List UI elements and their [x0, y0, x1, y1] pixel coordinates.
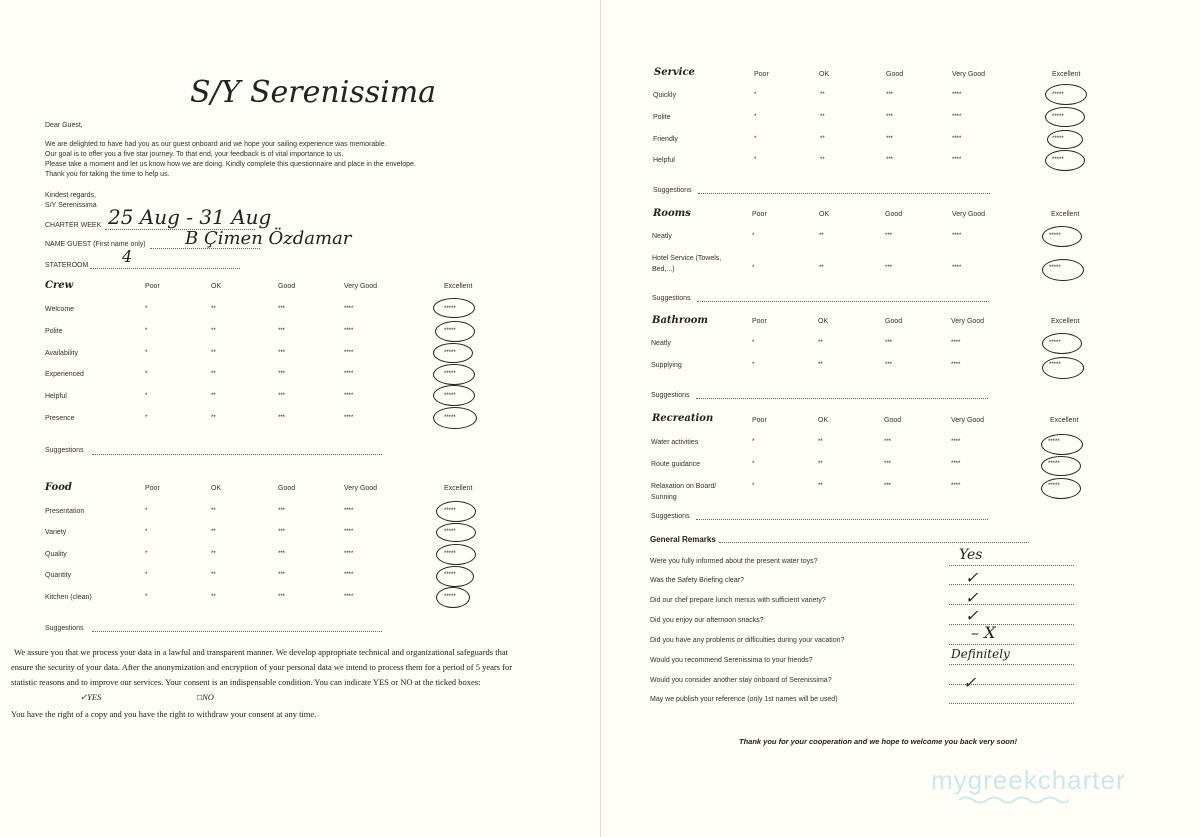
rating-stars[interactable]: **: [819, 233, 824, 239]
rating-stars[interactable]: ****: [952, 114, 962, 120]
rating-stars[interactable]: **: [820, 114, 825, 120]
question: Did our chef prepare lunch menus with sufficient variety?: [650, 597, 826, 604]
intro-line: Please take a moment and let us know how we are doing. Kindly complete this questionnaire and place in the envelope.: [45, 161, 416, 168]
rating-stars[interactable]: *: [752, 265, 755, 271]
rating-stars[interactable]: ***: [886, 114, 894, 120]
rating-stars[interactable]: **: [818, 362, 823, 368]
answer: ✓: [963, 673, 977, 692]
rating-circle: [436, 566, 474, 587]
rating-stars[interactable]: ****: [344, 306, 354, 312]
rating-stars[interactable]: ***: [278, 328, 286, 334]
rating-circle: [1045, 107, 1085, 127]
consent-yes: YES: [87, 692, 102, 702]
bathroom-item: Neatly: [651, 340, 671, 347]
rating-stars[interactable]: **: [211, 594, 216, 600]
rating-stars[interactable]: ****: [344, 594, 354, 600]
food-item: Presentation: [45, 508, 85, 515]
rating-stars[interactable]: ****: [952, 233, 962, 239]
checkbox-icon: □: [197, 692, 203, 702]
col-good: Good: [278, 485, 296, 492]
rating-circle: [1041, 478, 1081, 499]
crew-item: Presence: [45, 415, 75, 422]
answer-line[interactable]: [949, 703, 1074, 704]
rating-circle: [1045, 150, 1085, 171]
rating-stars[interactable]: **: [211, 371, 216, 377]
rating-stars[interactable]: *: [752, 233, 755, 239]
col-ok: OK: [211, 283, 222, 290]
rating-stars[interactable]: *: [754, 157, 757, 163]
consent-line: statistic reasons and to improve our services. Your consent is an indispensable condition. You can indicate YES or NO at the ticked boxes:: [11, 677, 481, 687]
col-good: Good: [886, 71, 904, 78]
answer: ✓: [965, 606, 979, 625]
rating-stars[interactable]: ***: [278, 508, 286, 514]
rating-stars[interactable]: ****: [344, 350, 354, 356]
charter-week-value[interactable]: 25 Aug - 31 Aug: [108, 205, 272, 229]
rating-stars[interactable]: *: [754, 136, 757, 142]
question: Did you have any problems or difficulties during your vacation?: [650, 637, 845, 644]
rooms-item: Hotel Service (Towels, Bed,...): [652, 255, 722, 273]
rating-stars[interactable]: *: [145, 393, 148, 399]
rating-stars[interactable]: *****: [444, 529, 456, 535]
rating-stars[interactable]: *****: [1049, 362, 1061, 368]
col-very-good: Very Good: [344, 485, 378, 492]
page-title: S/Y Serenissima: [190, 75, 437, 110]
rating-stars[interactable]: ***: [278, 594, 286, 600]
rating-stars[interactable]: ****: [952, 136, 962, 142]
rating-stars[interactable]: *: [145, 306, 148, 312]
rating-stars[interactable]: ****: [952, 92, 962, 98]
rating-circle: [436, 501, 476, 522]
rating-stars[interactable]: ****: [951, 439, 961, 445]
consent-no-box[interactable]: [197, 692, 214, 702]
greeting: Dear Guest,: [45, 122, 83, 129]
rating-stars[interactable]: ***: [886, 92, 894, 98]
col-ok: OK: [818, 417, 829, 424]
rating-stars[interactable]: **: [211, 529, 216, 535]
answer: – X: [971, 623, 996, 642]
bathroom-suggestions-label: Suggestions: [651, 392, 690, 399]
rating-stars[interactable]: **: [211, 415, 216, 421]
consent-no: NO: [202, 692, 214, 702]
rating-stars[interactable]: *****: [444, 594, 456, 600]
answer: ✓: [965, 568, 979, 587]
service-item: Friendly: [653, 136, 678, 143]
rating-stars[interactable]: **: [211, 306, 216, 312]
general-remarks-line: [719, 542, 1029, 543]
charter-week-label: CHARTER WEEK: [45, 222, 102, 229]
rating-stars[interactable]: **: [818, 439, 823, 445]
service-suggestions-label: Suggestions: [653, 187, 692, 194]
watermark: mygreekcharter: [931, 765, 1126, 795]
rating-stars[interactable]: **: [211, 572, 216, 578]
consent-yes-box[interactable]: [80, 692, 101, 703]
rating-stars[interactable]: ***: [886, 157, 894, 163]
col-excellent: Excellent: [1051, 318, 1080, 325]
rating-stars[interactable]: *****: [1048, 439, 1060, 445]
rating-stars[interactable]: *: [145, 350, 148, 356]
rating-circle: [1042, 333, 1082, 354]
recreation-item: Relaxation on Board/ Sunning: [651, 483, 717, 501]
rating-circle: [1041, 456, 1081, 476]
intro-line: Our goal is to offer you a five star journey. To that end, your feedback is of vital importance to us.: [45, 151, 344, 158]
rating-stars[interactable]: **: [211, 328, 216, 334]
crew-item: Availability: [45, 350, 78, 357]
rating-stars[interactable]: *: [145, 371, 148, 377]
rating-circle: [433, 298, 475, 318]
question: Did you enjoy our afternoon snacks?: [650, 617, 764, 624]
rating-stars[interactable]: **: [211, 551, 216, 557]
col-poor: Poor: [752, 417, 767, 424]
col-ok: OK: [211, 485, 222, 492]
col-excellent: Excellent: [1050, 417, 1079, 424]
rating-stars[interactable]: **: [211, 393, 216, 399]
rating-stars[interactable]: *****: [1049, 233, 1061, 239]
rating-stars[interactable]: *****: [1049, 265, 1061, 271]
rating-stars[interactable]: ***: [278, 393, 286, 399]
rating-stars[interactable]: ****: [951, 362, 961, 368]
rating-stars[interactable]: ****: [951, 340, 961, 346]
name-value[interactable]: B Çimen Özdamar: [185, 228, 352, 249]
question: Would you recommend Serenissima to your friends?: [650, 657, 813, 664]
crew-suggestions-label: Suggestions: [45, 447, 84, 454]
col-very-good: Very Good: [952, 211, 986, 218]
rating-stars[interactable]: *****: [444, 551, 456, 557]
stateroom-label: STATEROOM: [45, 262, 89, 269]
rating-circle: [436, 523, 476, 542]
rating-stars[interactable]: *****: [1048, 461, 1060, 467]
rating-stars[interactable]: ****: [951, 461, 961, 467]
answer-line[interactable]: [949, 664, 1074, 665]
stateroom-line: [90, 268, 240, 269]
answer: Yes: [959, 547, 983, 563]
col-poor: Poor: [754, 71, 769, 78]
col-excellent: Excellent: [1051, 211, 1080, 218]
question: Would you consider another stay onboard of Serenissima?: [650, 677, 832, 684]
intro-line: We are delighted to have had you as our guest onboard and we hope your sailing experience was memorable.: [45, 141, 387, 148]
rating-stars[interactable]: ***: [885, 233, 893, 239]
rating-stars[interactable]: ***: [884, 439, 892, 445]
food-suggestions-label: Suggestions: [45, 625, 84, 632]
rating-stars[interactable]: *: [145, 508, 148, 514]
food-item: Quality: [45, 551, 67, 558]
rating-stars[interactable]: ***: [884, 483, 892, 489]
recreation-item: Route guidance: [651, 461, 701, 468]
rating-stars[interactable]: **: [820, 92, 825, 98]
intro-line: Thank you for taking the time to help us.: [45, 171, 170, 178]
rating-stars[interactable]: ***: [884, 461, 892, 467]
rating-circle: [433, 343, 473, 363]
rating-stars[interactable]: ****: [952, 157, 962, 163]
col-very-good: Very Good: [952, 71, 986, 78]
thanks-note: Thank you for your cooperation and we hope to welcome you back very soon!: [739, 737, 1017, 746]
rating-stars[interactable]: *****: [1049, 340, 1061, 346]
rating-stars[interactable]: **: [820, 157, 825, 163]
rating-stars[interactable]: ***: [278, 572, 286, 578]
rating-stars[interactable]: *****: [444, 393, 456, 399]
rating-circle: [436, 544, 476, 565]
rating-stars[interactable]: *: [145, 572, 148, 578]
service-item: Polite: [653, 114, 671, 121]
rating-stars[interactable]: **: [818, 340, 823, 346]
rating-stars[interactable]: **: [211, 350, 216, 356]
recreation-title: Recreation: [652, 413, 714, 424]
food-item: Kitchen (clean): [45, 594, 92, 601]
rating-stars[interactable]: *****: [1052, 92, 1064, 98]
consent-line: ensure the security of your data. After the anonymization and encryption of your personal data we intend to process them for a period of 5 years for: [11, 662, 513, 672]
rating-stars[interactable]: **: [818, 461, 823, 467]
rooms-item: Neatly: [652, 233, 672, 240]
rating-stars[interactable]: ***: [278, 551, 286, 557]
question: Were you fully informed about the present water toys?: [650, 558, 818, 565]
col-very-good: Very Good: [951, 318, 985, 325]
food-item: Quantity: [45, 572, 72, 579]
rating-stars[interactable]: *: [752, 362, 755, 368]
rating-circle: [433, 385, 475, 406]
rating-stars[interactable]: ****: [344, 328, 354, 334]
col-good: Good: [885, 318, 903, 325]
food-item: Variety: [45, 529, 67, 536]
stateroom-value[interactable]: 4: [122, 247, 133, 266]
rating-stars[interactable]: ****: [344, 415, 354, 421]
rating-circle: [433, 407, 477, 429]
col-poor: Poor: [145, 485, 160, 492]
rating-stars[interactable]: ***: [885, 362, 893, 368]
wave-icon: [959, 795, 1069, 805]
rating-stars[interactable]: *****: [444, 306, 456, 312]
name-label: NAME GUEST (First name only): [45, 241, 146, 248]
rating-stars[interactable]: ****: [952, 265, 962, 271]
crew-item: Welcome: [45, 306, 75, 313]
rating-stars[interactable]: ****: [344, 572, 354, 578]
recreation-suggestions-line[interactable]: [696, 519, 988, 520]
food-suggestions-line[interactable]: [92, 631, 382, 632]
rating-stars[interactable]: *****: [444, 328, 456, 334]
copy-right-line: You have the right of a copy and you have the right to withdraw your consent at any time.: [11, 709, 317, 719]
col-good: Good: [884, 417, 902, 424]
col-good: Good: [885, 211, 903, 218]
question: Was the Safety Briefing clear?: [650, 577, 744, 584]
rooms-suggestions-label: Suggestions: [652, 295, 691, 302]
col-very-good: Very Good: [951, 417, 985, 424]
rating-stars[interactable]: *****: [444, 415, 456, 421]
rating-stars[interactable]: *****: [1052, 114, 1064, 120]
answer: Definitely: [951, 647, 1010, 661]
rating-circle: [436, 587, 470, 608]
rating-stars[interactable]: *: [752, 461, 755, 467]
rating-stars[interactable]: *****: [1052, 157, 1064, 163]
rating-stars[interactable]: ****: [344, 551, 354, 557]
service-suggestions-line[interactable]: [698, 193, 990, 194]
rating-stars[interactable]: ***: [278, 529, 286, 535]
rating-stars[interactable]: *: [752, 439, 755, 445]
rating-stars[interactable]: *: [145, 594, 148, 600]
answer-line[interactable]: [949, 565, 1074, 566]
rating-stars[interactable]: ***: [278, 371, 286, 377]
crew-item: Experienced: [45, 371, 84, 378]
rating-stars[interactable]: *: [145, 415, 148, 421]
col-poor: Poor: [752, 318, 767, 325]
rating-stars[interactable]: ***: [278, 415, 286, 421]
col-excellent: Excellent: [444, 283, 473, 290]
rating-stars[interactable]: ****: [951, 483, 961, 489]
recreation-suggestions-label: Suggestions: [651, 513, 690, 520]
rating-stars[interactable]: ****: [344, 529, 354, 535]
bathroom-item: Supplying: [651, 362, 682, 369]
crew-title: Crew: [45, 280, 74, 291]
rating-stars[interactable]: ****: [344, 371, 354, 377]
bathroom-title: Bathroom: [652, 315, 709, 326]
col-poor: Poor: [752, 211, 767, 218]
rating-stars[interactable]: ***: [885, 340, 893, 346]
rating-stars[interactable]: ***: [885, 265, 893, 271]
recreation-item: Water activities: [651, 439, 699, 446]
rating-circle: [1041, 434, 1083, 455]
rating-stars[interactable]: ****: [344, 393, 354, 399]
col-good: Good: [278, 283, 296, 290]
rooms-title: Rooms: [653, 208, 691, 219]
tick-mark: ✓: [80, 692, 88, 702]
rating-stars[interactable]: ***: [886, 136, 894, 142]
col-poor: Poor: [145, 283, 160, 290]
rating-circle: [435, 321, 475, 342]
food-title: Food: [45, 482, 72, 493]
rating-stars[interactable]: **: [820, 136, 825, 142]
rating-stars[interactable]: *: [752, 340, 755, 346]
answer-line[interactable]: [949, 644, 1074, 645]
rating-stars[interactable]: **: [819, 265, 824, 271]
rating-stars[interactable]: *: [752, 483, 755, 489]
rooms-suggestions-line[interactable]: [697, 301, 989, 302]
crew-item: Polite: [45, 328, 63, 335]
regards: Kindest regards,: [45, 192, 96, 199]
service-item: Helpful: [653, 157, 675, 164]
service-item: Quickly: [653, 92, 676, 99]
rating-stars[interactable]: *: [145, 328, 148, 334]
col-ok: OK: [818, 318, 829, 325]
rating-stars[interactable]: **: [818, 483, 823, 489]
rating-stars[interactable]: *****: [444, 572, 456, 578]
consent-line: We assure you that we process your data in a lawful and transparent manner. We develop appropriate technical and organizational safeguards that: [14, 647, 508, 657]
rating-stars[interactable]: *: [145, 529, 148, 535]
crew-item: Helpful: [45, 393, 67, 400]
rating-stars[interactable]: *: [145, 551, 148, 557]
rating-stars[interactable]: ****: [344, 508, 354, 514]
rating-stars[interactable]: *: [754, 114, 757, 120]
rating-circle: [1045, 84, 1087, 105]
answer: ✓: [965, 588, 979, 607]
col-ok: OK: [819, 71, 830, 78]
rating-circle: [1047, 130, 1083, 149]
rating-circle: [1042, 226, 1082, 247]
general-remarks-title: General Remarks: [650, 535, 716, 544]
rating-stars[interactable]: *****: [444, 371, 456, 377]
rating-stars[interactable]: *****: [444, 508, 456, 514]
question: May we publish your reference (only 1st names will be used): [650, 696, 838, 703]
col-ok: OK: [819, 211, 830, 218]
right-page: [600, 0, 1200, 837]
rating-circle: [433, 364, 475, 385]
rating-stars[interactable]: ***: [278, 350, 286, 356]
rating-stars[interactable]: *****: [1048, 483, 1060, 489]
rating-stars[interactable]: **: [211, 508, 216, 514]
signature: S/Y Serenissima: [45, 202, 97, 209]
col-very-good: Very Good: [344, 283, 378, 290]
rating-circle: [1042, 259, 1084, 281]
bathroom-suggestions-line[interactable]: [696, 398, 988, 399]
rating-stars[interactable]: *****: [1052, 136, 1064, 142]
col-excellent: Excellent: [1052, 71, 1081, 78]
crew-suggestions-line[interactable]: [92, 454, 382, 455]
rating-circle: [1042, 357, 1084, 379]
col-excellent: Excellent: [444, 485, 473, 492]
rating-stars[interactable]: *: [754, 92, 757, 98]
rating-stars[interactable]: *****: [444, 350, 456, 356]
service-title: Service: [654, 67, 695, 78]
rating-stars[interactable]: ***: [278, 306, 286, 312]
